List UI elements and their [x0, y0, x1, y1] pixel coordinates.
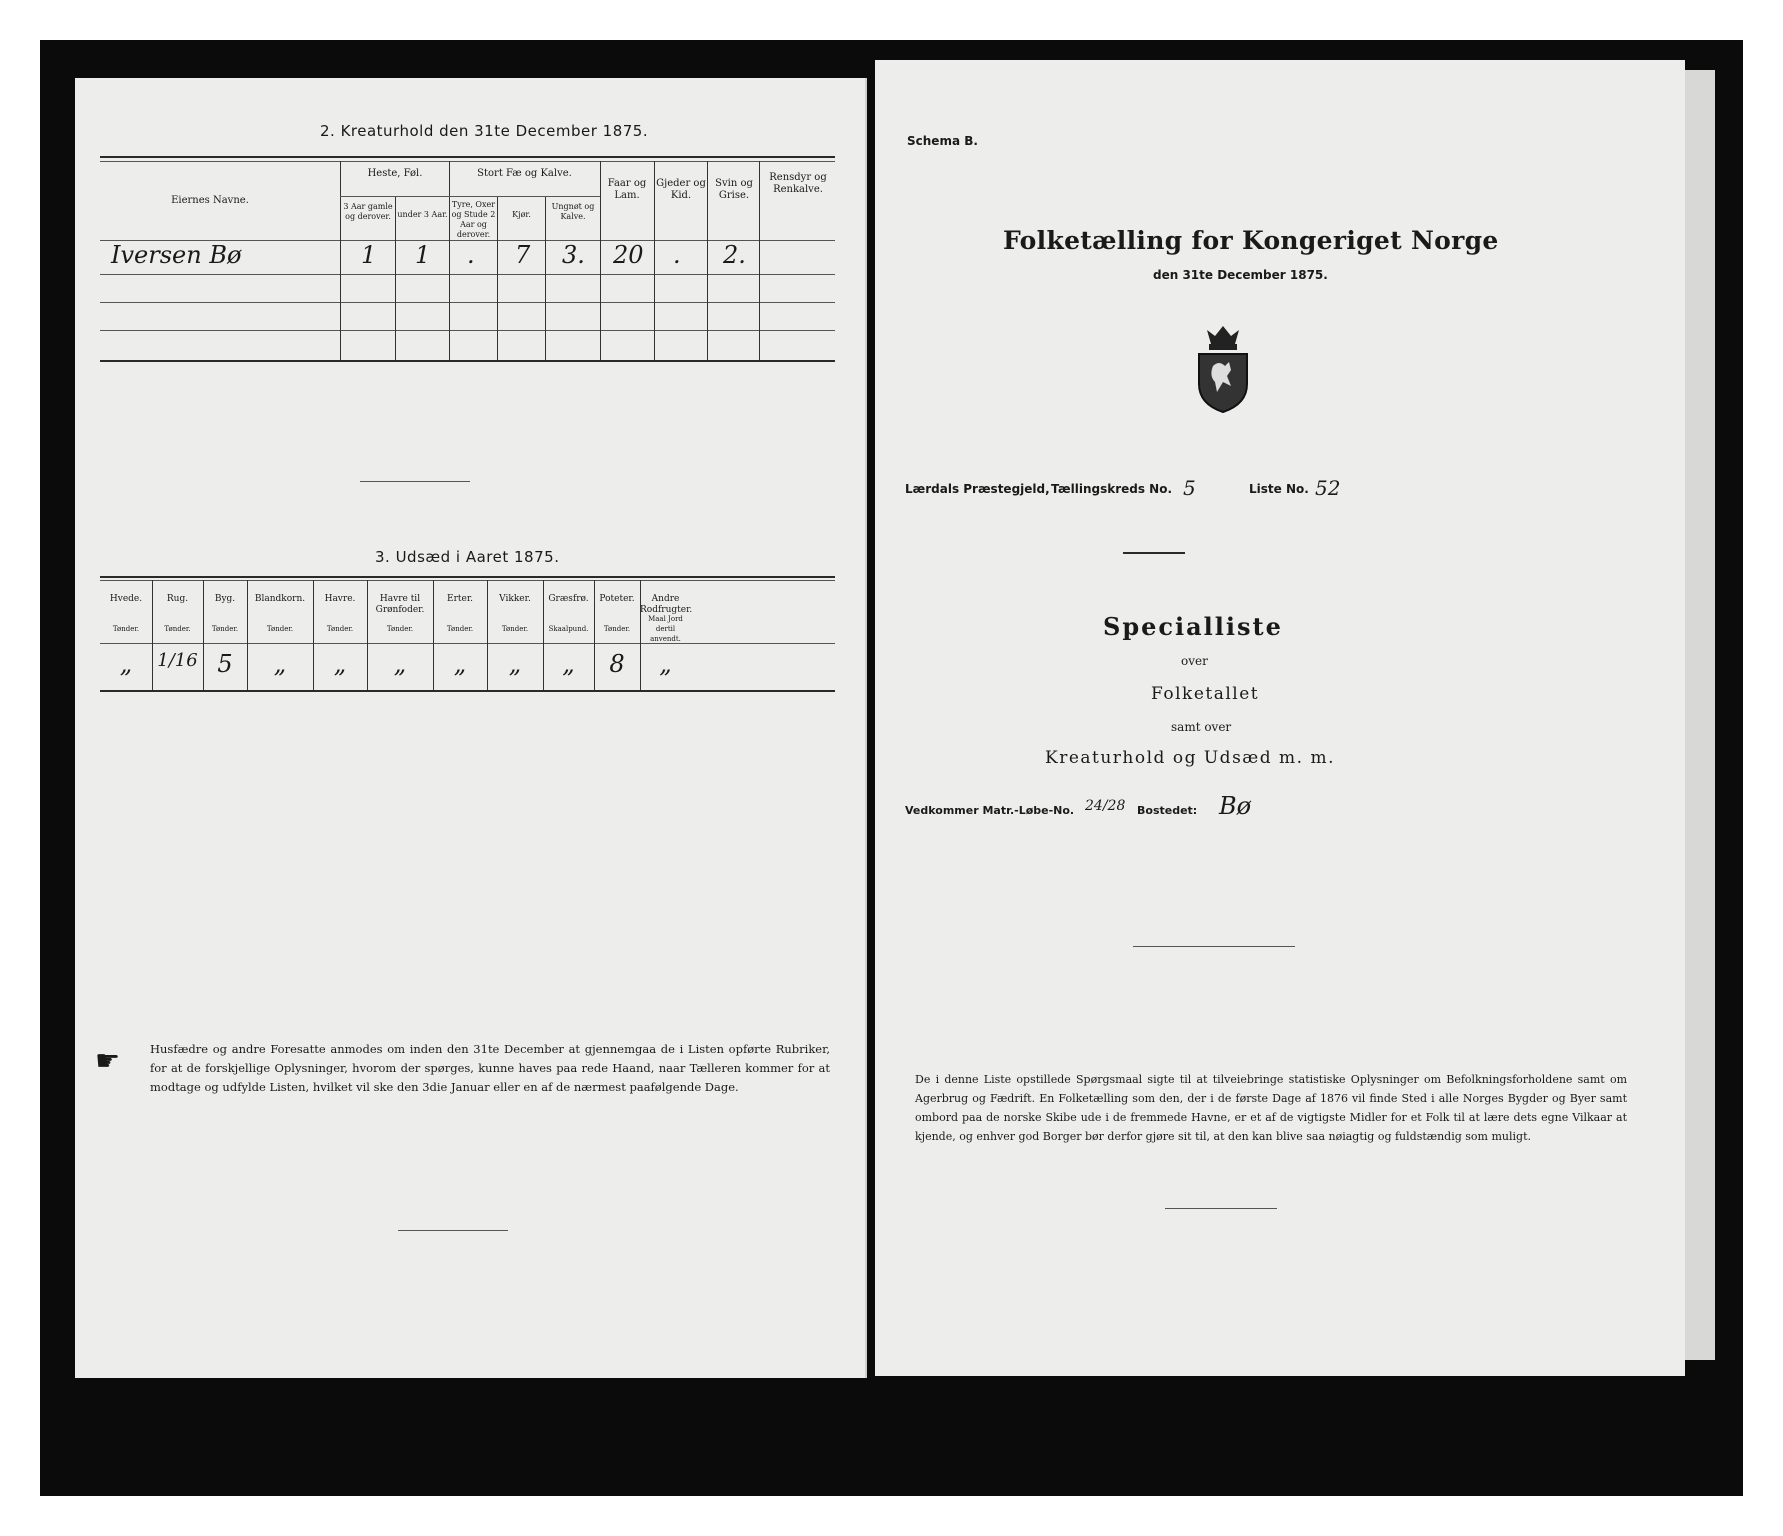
udsaed-value: „ — [119, 650, 133, 678]
udsaed-col-unit: Tønder. — [164, 625, 191, 633]
page-title: Folketælling for Kongeriget Norge — [1003, 226, 1499, 255]
udsaed-col-header: Byg. — [214, 594, 236, 604]
divider — [398, 1230, 508, 1231]
udsaed-value: „ — [453, 650, 467, 678]
col-gjeder-header: Gjeder og Kid. — [656, 178, 706, 201]
table3-top-rule — [100, 576, 835, 578]
udsaed-col-unit: Tønder. — [112, 625, 140, 633]
liste-no: 52 — [1315, 476, 1341, 500]
pointing-hand-icon: ☛ — [95, 1044, 121, 1077]
coat-of-arms-icon — [1193, 322, 1253, 414]
udsaed-value: „ — [333, 650, 347, 678]
right-page: Schema B. Folketælling for Kongeriget Norge den 31te December 1875. Lærdals Præstegjeld, Tællingskreds No. 5 Liste No. 52 Specialliste over Folketallet samt over Kreaturhold og Udsæd m. m. Vedkommer Matr.-Løbe-No. 24/28 Bostedet: Bø De i denne Liste opstillede Spørgsmaal sigte til at tilveiebringe statistiske Oplysninger om Befolkningsforholdene samt om Agerbrug og Fædrift. En Folketælling som den, der i de første Dage af 1876 vil finde Sted i alle Norges Bygder og Byer samt ombord paa de norske Skibe ude i de fremmede Havne, er et af de vigtigste Midler for et Folk til at lære dets egne Vilkaar at kjende, og enhver god Borger bør derfor gjøre sit til, at den kan blive saa nøiagtig og fuldstændig som muligt. — [875, 60, 1685, 1376]
kreaturhold-line: Kreaturhold og Udsæd m. m. — [1045, 748, 1336, 768]
udsaed-col-header: Poteter. — [599, 594, 635, 604]
udsaed-value: 1/16 — [157, 650, 198, 671]
date-line: den 31te December 1875. — [1153, 268, 1328, 282]
col-heste-header: Heste, Føl. — [367, 168, 423, 179]
udsaed-col-header: Rug. — [166, 594, 189, 604]
udsaed-value: 5 — [217, 650, 233, 678]
udsaed-col-header: Vikker. — [499, 594, 531, 604]
left-page: 2. Kreaturhold den 31te December 1875. Eiernes Navne. Heste, Føl. 3 Aar gamle og derover. under 3 Aar. Stort Fæ og Kalve. Tyre, Oxer og Stude 2 Aar og derover. Kjør. Ungnøt og Kalve. Faar og Lam. Gjeder og Kid. Svin og Grise. Rensdyr og Renkalve. Iversen Bø 1 1 . 7 3. 20 . 2. 3. Udsæd i Aaret 1875. Hvede. Tønder. „ Rug. Tønder. 1/16 Byg. Tønder. 5 Blandkorn. Tønder. „ Havre. Tønder. „ Havre til Grønfoder. Tønder. „ Erter. Tønder. „ Vikker. Tønder. „ Græsfrø. Skaalpund. „ Poteter. Tønder. 8 Andre Rodfrugter. Maal Jord dertil anvendt. „ ☛ Husfædre og andre Foresatte anmodes om inden den 31te December at gjennemgaa de i Listen opførte Rubriker, for at de forskjellige Oplysninger, hvorom der spørges, kunne haves paa rede Haand, naar Tælleren kommer for at modtage og udfylde Listen, hvilket vil ske den 3die Januar eller en af de nærmest paafølgende Dage. — [75, 78, 867, 1378]
col-svin-header: Svin og Grise. — [715, 178, 753, 201]
udsaed-col-unit: Tønder. — [266, 625, 294, 633]
owner-name: Iversen Bø — [111, 241, 242, 269]
prestegjeld: Lærdals Præstegjeld, — [905, 482, 1050, 496]
udsaed-value: „ — [562, 650, 575, 678]
taellingskreds-no: 5 — [1183, 476, 1196, 500]
divider — [360, 481, 470, 482]
specialliste-heading: Specialliste — [1103, 612, 1283, 641]
udsaed-value: „ — [273, 650, 287, 678]
udsaed-col-unit: Tønder. — [211, 625, 239, 633]
udsaed-col-unit: Tønder. — [603, 625, 631, 633]
section2-title: 2. Kreaturhold den 31te December 1875. — [320, 122, 649, 140]
udsaed-col-header: Erter. — [447, 594, 473, 604]
info-paragraph: De i denne Liste opstillede Spørgsmaal sigte til at tilveiebringe statistiske Oplysninger om Befolkningsforholdene samt om Agerbrug og Fædrift. En Folketælling som den, der i de første Dage af 1876 vil finde Sted i alle Norges Bygder og Byer samt ombord paa de norske Skibe ude i de fremmede Havne, er et af de vigtigste Midler for et Folk til at lære dets egne Vilkaar at kjende, og enhver god Borger bør derfor gjøre sit til, at den kan blive saa nøiagtig og fuldstændig som muligt. — [915, 1073, 1627, 1143]
col-rensdyr-header: Rensdyr og Renkalve. — [769, 172, 827, 195]
divider — [1133, 946, 1295, 947]
udsaed-value: „ — [508, 650, 522, 678]
udsaed-col-unit: Skaalpund. — [548, 625, 589, 633]
udsaed-col-header: Blandkorn. — [254, 594, 306, 604]
udsaed-col-unit: Tønder. — [446, 625, 474, 633]
udsaed-col-header: Andre Rodfrugter. — [640, 594, 693, 615]
table2-bottom-rule — [100, 360, 835, 362]
col-faar-header: Faar og Lam. — [607, 178, 647, 201]
col-owner-header: Eiernes Navne. — [171, 195, 249, 206]
udsaed-value: „ — [393, 650, 407, 678]
udsaed-col-unit: Tønder. — [326, 625, 354, 633]
udsaed-col-header: Hvede. — [109, 594, 143, 604]
udsaed-col-header: Havre. — [324, 594, 356, 604]
udsaed-col-unit: Maal Jord dertil anvendt. — [648, 615, 683, 643]
notice-text: Husfædre og andre Foresatte anmodes om inden den 31te December at gjennemgaa de i Listen opførte Rubriker, for at de forskjellige Oplysninger, hvorom der spørges, kunne haves paa rede Haand, naar Tælleren kommer for at modtage og udfylde Listen, hvilket vil ske den 3die Januar eller en af de nærmest paafølgende Dage. — [150, 1042, 830, 1094]
divider — [1165, 1208, 1277, 1209]
divider — [1123, 552, 1185, 554]
udsaed-value: 8 — [609, 650, 625, 678]
udsaed-col-unit: Tønder. — [501, 625, 529, 633]
table3-bottom-rule — [100, 690, 835, 692]
col-stortfae-header: Stort Fæ og Kalve. — [477, 168, 572, 179]
udsaed-col-header: Havre til Grønfoder. — [375, 594, 425, 615]
udsaed-value: „ — [659, 650, 672, 678]
udsaed-col-unit: Tønder. — [386, 625, 414, 633]
section3-title: 3. Udsæd i Aaret 1875. — [375, 548, 560, 566]
table2-top-rule — [100, 156, 835, 158]
bostedet-value: Bø — [1219, 792, 1252, 820]
schema-label: Schema B. — [907, 134, 978, 148]
folketallet: Folketallet — [1151, 684, 1260, 704]
matr-no: 24/28 — [1085, 798, 1126, 814]
udsaed-col-header: Græsfrø. — [548, 594, 589, 604]
